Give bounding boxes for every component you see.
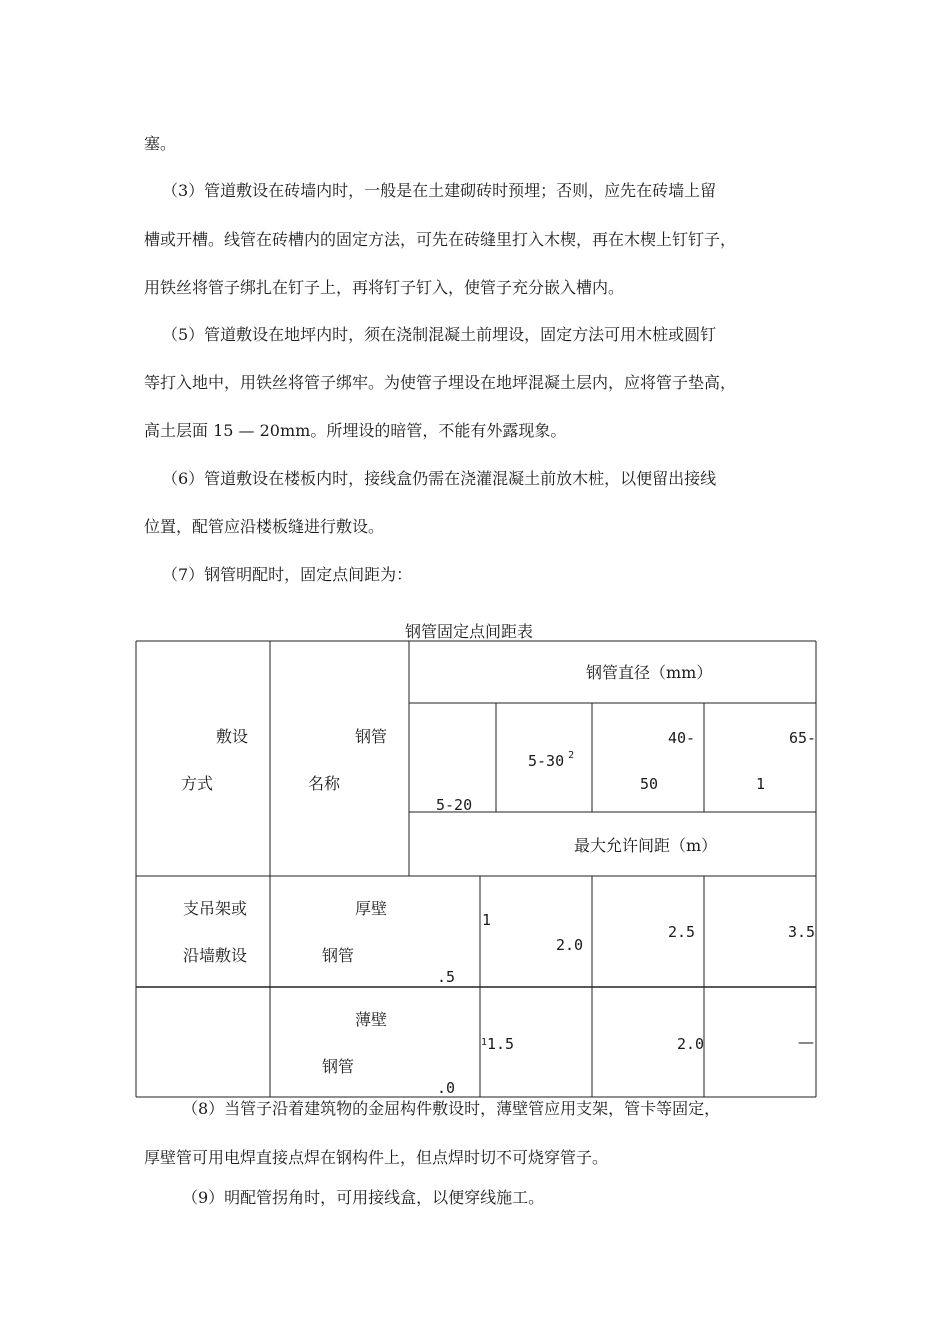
td-value: 1: [481, 1037, 488, 1048]
th-diameter: 钢管直径（mm）: [586, 663, 713, 682]
td-name-line1: 薄壁: [355, 1010, 388, 1029]
td-value: .5: [437, 968, 456, 986]
paragraph-line: 用铁丝将管子绑扎在钉子上，再将钉子钉入，使管子充分嵌入槽内。: [144, 278, 625, 297]
td-value: 1.5: [487, 1035, 515, 1053]
paragraph-line: （9）明配管拐角时，可用接线盒，以便穿线施工。: [182, 1188, 545, 1207]
th-d4-line1: 65-: [789, 729, 817, 747]
td-value: 1: [482, 911, 492, 929]
td-method-line1: 支吊架或: [183, 899, 248, 918]
th-method-line1: 敷设: [216, 727, 249, 746]
paragraph-line: 槽或开槽。线管在砖槽内的固定方法，可先在砖缝里打入木楔，再在木楔上钉钉子，: [144, 230, 737, 249]
paragraph-line: （8）当管子沿着建筑物的金屈构件敷设时，薄壁管应用支架，管卡等固定，: [182, 1099, 721, 1118]
td-name-line2: 钢管: [322, 946, 355, 965]
td-value: 3.5: [788, 923, 816, 941]
th-name-line2: 名称: [308, 774, 341, 793]
td-method-line2: 沿墙敷设: [183, 946, 248, 965]
paragraph-line: 塞。: [144, 134, 177, 153]
th-d3-line1: 40-: [668, 729, 696, 747]
paragraph-line: 位置，配管应沿楼板缝进行敷设。: [144, 517, 385, 536]
paragraph-line: （5）管道敷设在地坪内时，须在浇制混凝土前埋设，固定方法可用木桩或圆钉: [162, 325, 717, 344]
paragraph-line: （3）管道敷设在砖墙内时，一般是在土建砌砖时预埋；否则，应先在砖墙上留: [162, 181, 717, 200]
td-name-line2: 钢管: [322, 1057, 355, 1076]
th-d3-line2: 50: [640, 775, 659, 793]
th-name-line1: 钢管: [355, 727, 388, 746]
paragraph-line: （6）管道敷设在楼板内时，接线盒仍需在浇灌混凝土前放木桩，以便留出接线: [162, 469, 717, 488]
paragraph-line: 厚壁管可用电焊直接点焊在钢构件上，但点焊时切不可烧穿管子。: [144, 1148, 609, 1167]
paragraph-line: 等打入地中，用铁丝将管子绑牢。为使管子埋设在地坪混凝土层内，应将管子垫高，: [144, 373, 737, 392]
th-d1: 5-20: [436, 796, 473, 814]
td-name-line1: 厚壁: [355, 899, 388, 918]
th-method-line2: 方式: [181, 774, 214, 793]
td-value: 2.5: [668, 923, 696, 941]
table-caption: 钢管固定点间距表: [405, 622, 534, 641]
paragraph-line: （7）钢管明配时，固定点间距为：: [162, 565, 413, 584]
td-value: —: [798, 1032, 814, 1051]
td-value: 2.0: [556, 936, 584, 954]
td-value: .0: [437, 1079, 456, 1097]
paragraph-line: 高土层面 15 — 20mm。所埋设的暗管，不能有外露现象。: [144, 421, 567, 440]
th-d2: 5-30 $^2$: [528, 750, 575, 770]
th-d4-line2: 1: [756, 775, 766, 793]
th-max-spacing: 最大允许间距（m）: [574, 836, 718, 855]
td-value: 2.0: [677, 1035, 705, 1053]
